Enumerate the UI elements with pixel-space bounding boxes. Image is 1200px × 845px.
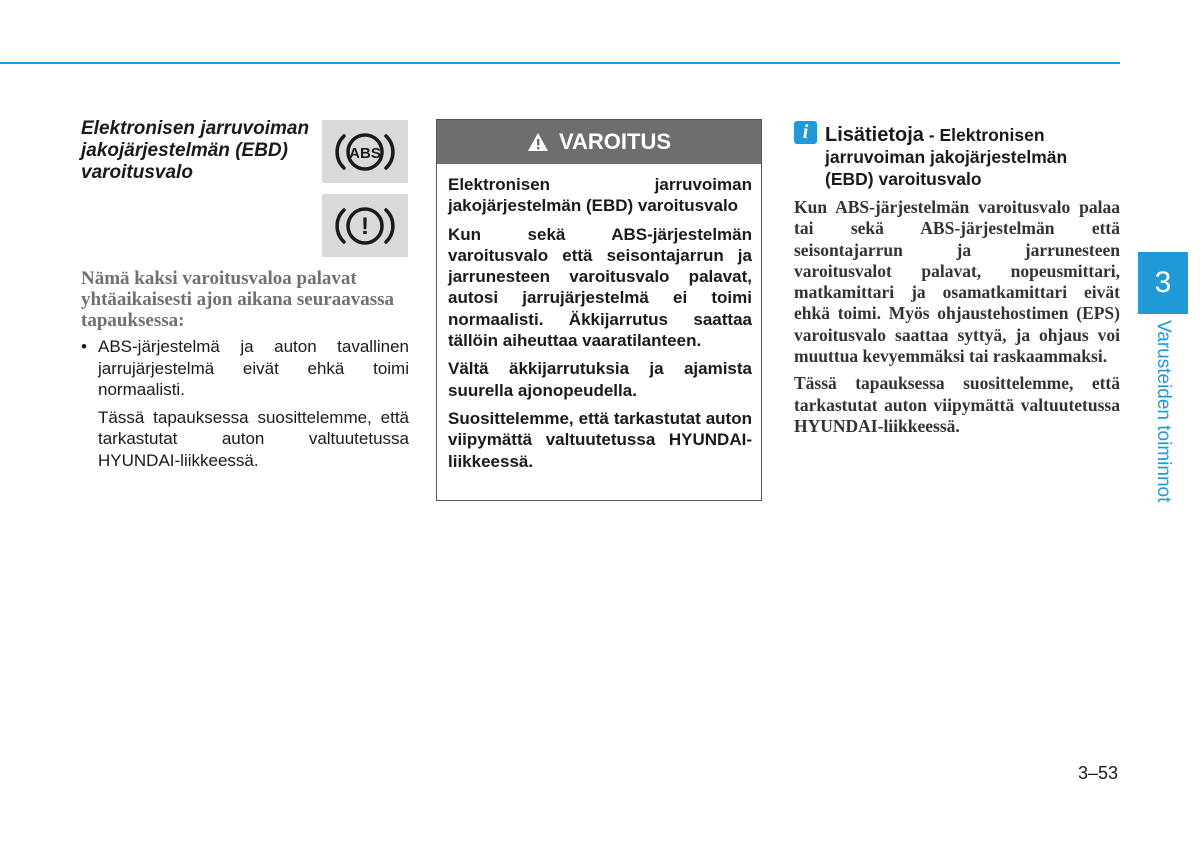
condition-list (81, 336, 409, 477)
warning-paragraph: Elektronisen jarruvoiman jakojärjestelmän (EBD) varoitusvalo (448, 175, 752, 216)
brake-icon-label: ! (361, 212, 369, 240)
section-heading: Elektronisen jarruvoiman jakojärjestelmän (EBD) varoitusvalo (81, 118, 310, 183)
warning-title: VAROITUS (558, 129, 672, 154)
chapter-title: Varusteiden toiminnot (1153, 320, 1174, 503)
page-number: 3–53 (1078, 763, 1119, 783)
info-title-rest: - Elektronisen jarruvoiman jakojärjestelmän (EBD) varoitusvalo (825, 125, 1068, 189)
warning-header (437, 120, 761, 164)
list-item (81, 336, 409, 471)
abs-icon-label: ABS (349, 144, 381, 162)
brake-warning-icon (322, 194, 408, 257)
info-title-lead: Lisätietoja (825, 124, 924, 146)
abs-warning-icon (322, 120, 408, 183)
warning-paragraph: Suosittelemme, että tarkastutat auton viipymättä valtuutetussa HYUNDAI-liikkeessä. (448, 408, 752, 471)
info-body (794, 197, 1120, 443)
section-intro: Nämä kaksi varoitusvaloa palavat yhtäaikaisesti ajon aikana seuraavassa tapauksessa: (81, 268, 395, 331)
warning-triangle-icon (527, 132, 549, 152)
info-icon: i (794, 121, 817, 144)
chapter-number-tab: 3 (1138, 252, 1188, 314)
warning-paragraph: Kun sekä ABS-järjestelmän varoitusvalo että seisontajarrun ja jarrunesteen varoitusvalo palavat, autosi jarrujärjestelmä ei toimi normaalisti. Äkkijarrutus saattaa tällöin aiheuttaa vaaratilanteen. (448, 224, 752, 351)
info-title (825, 124, 1115, 190)
bullet-followup: Tässä tapauksessa suosittelemme, että tarkastutat auton valtuutetussa HYUNDAI-liikkeessä. (98, 407, 409, 470)
info-paragraph: Kun ABS-järjestelmän varoitusvalo palaa tai sekä ABS-järjestelmän että seisontajarrun ja jarrunesteen varoitusvalot palavat, nopeusmittari, matkamittari ja osamatkamittari eivät ehkä toimi. Myös ohjaustehostimen (EPS) varoitusvalo saattaa syttyä, ja ohjaus voi muuttua kevyemmäksi tai raskaammaksi. (794, 197, 1120, 367)
header-rule (0, 62, 1120, 64)
bullet-symbol: • (81, 337, 87, 356)
info-paragraph: Tässä tapauksessa suosittelemme, että tarkastutat auton viipymättä valtuutetussa HYUNDAI-liikkeessä. (794, 373, 1120, 436)
bullet-text: ABS-järjestelmä ja auton tavallinen jarrujärjestelmä eivät ehkä toimi normaalisti. (98, 337, 409, 399)
warning-box (436, 119, 762, 501)
warning-paragraph: Vältä äkkijarrutuksia ja ajamista suurella ajonopeudella. (448, 359, 752, 400)
warning-body (437, 164, 761, 472)
